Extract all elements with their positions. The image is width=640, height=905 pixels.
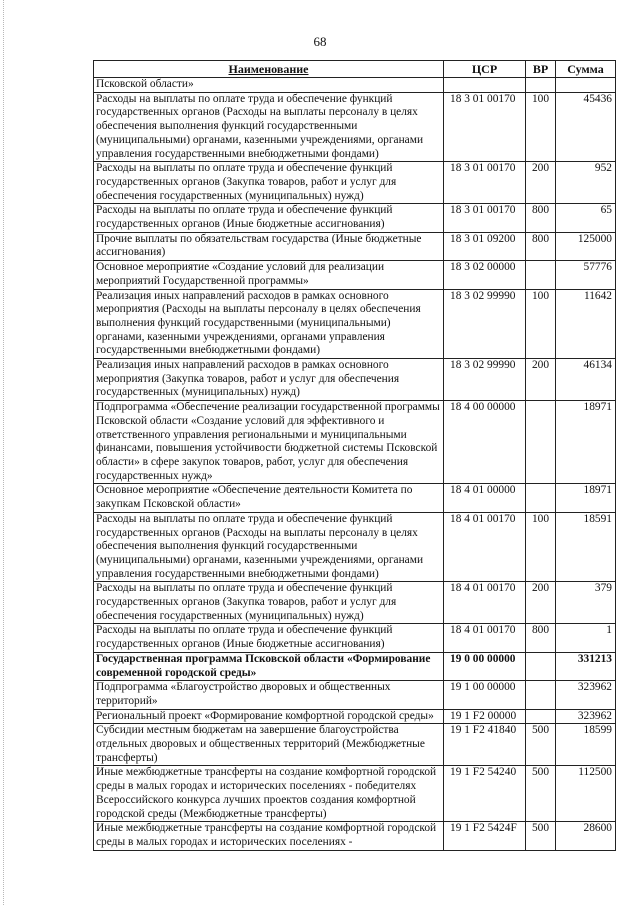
cell-vr: 200 bbox=[526, 359, 556, 401]
cell-vr: 200 bbox=[526, 582, 556, 624]
cell-sum: 379 bbox=[556, 582, 616, 624]
budget-table bbox=[93, 60, 616, 851]
cell-vr: 100 bbox=[526, 92, 556, 162]
table-row bbox=[94, 681, 616, 709]
cell-vr bbox=[526, 401, 556, 484]
cell-sum: 28600 bbox=[556, 822, 616, 850]
cell-name: Иные межбюджетные трансферты на создание комфортной городской среды в малых городах и исторических поселениях - победителях Всероссийского конкурса лучших проектов создания комфортной городской среды (Межбюджетные трансферты) bbox=[94, 766, 444, 822]
cell-vr bbox=[526, 709, 556, 724]
table-row bbox=[94, 232, 616, 260]
cell-vr: 100 bbox=[526, 289, 556, 359]
cell-name: Расходы на выплаты по оплате труда и обеспечение функций государственных органов (Расходы на выплаты персоналу в целях обеспечения выполнения функций государственными (муниципальными) органами, казенными учреждениями, органами управления государственными внебюджетными фондами) bbox=[94, 512, 444, 582]
cell-sum: 46134 bbox=[556, 359, 616, 401]
cell-vr: 200 bbox=[526, 162, 556, 204]
cell-vr: 100 bbox=[526, 512, 556, 582]
cell-sum: 57776 bbox=[556, 261, 616, 289]
cell-sum: 1 bbox=[556, 624, 616, 652]
header-name: Наименование bbox=[94, 61, 444, 78]
cell-name: Подпрограмма «Обеспечение реализации государственной программы Псковской области «Создание условий для эффективного и ответственного управления региональными и муниципальными финансами, повышения устойчивости бюджетной системы Псковской области» в сфере закупок товаров, работ, услуг для обеспечения государственных нужд» bbox=[94, 401, 444, 484]
cell-vr: 500 bbox=[526, 724, 556, 766]
table-row bbox=[94, 582, 616, 624]
table-row bbox=[94, 724, 616, 766]
budget-table-container bbox=[93, 60, 615, 851]
table-body bbox=[94, 78, 616, 851]
cell-vr bbox=[526, 484, 556, 512]
cell-name: Расходы на выплаты по оплате труда и обеспечение функций государственных органов (Расходы на выплаты персоналу в целях обеспечения выполнения функций государственными (муниципальными) органами, казенными учреждениями, органами управления государственными внебюджетными фондами) bbox=[94, 92, 444, 162]
cell-name: Расходы на выплаты по оплате труда и обеспечение функций государственных органов (Закупка товаров, работ и услуг для обеспечения государственных (муниципальных) нужд) bbox=[94, 162, 444, 204]
cell-csr: 19 0 00 00000 bbox=[444, 652, 526, 680]
table-row bbox=[94, 709, 616, 724]
cell-csr: 18 4 00 00000 bbox=[444, 401, 526, 484]
cell-sum: 952 bbox=[556, 162, 616, 204]
cell-sum: 18591 bbox=[556, 512, 616, 582]
table-row bbox=[94, 289, 616, 359]
cell-vr: 500 bbox=[526, 822, 556, 850]
cell-sum: 323962 bbox=[556, 681, 616, 709]
cell-sum: 18971 bbox=[556, 484, 616, 512]
cell-csr: 18 3 02 99990 bbox=[444, 359, 526, 401]
cell-name: Реализация иных направлений расходов в рамках основного мероприятия (Закупка товаров, работ и услуг для обеспечения государственных (муниципальных) нужд) bbox=[94, 359, 444, 401]
table-row bbox=[94, 484, 616, 512]
cell-csr: 18 4 01 00170 bbox=[444, 512, 526, 582]
cell-csr: 18 3 01 09200 bbox=[444, 232, 526, 260]
table-row bbox=[94, 359, 616, 401]
cell-sum: 45436 bbox=[556, 92, 616, 162]
cell-sum: 18599 bbox=[556, 724, 616, 766]
cell-csr: 18 3 01 00170 bbox=[444, 92, 526, 162]
cell-vr bbox=[526, 652, 556, 680]
cell-name: Основное мероприятие «Обеспечение деятельности Комитета по закупкам Псковской области» bbox=[94, 484, 444, 512]
cell-sum: 331213 bbox=[556, 652, 616, 680]
cell-name: Субсидии местным бюджетам на завершение благоустройства отдельных дворовых и общественных территорий (Межбюджетные трансферты) bbox=[94, 724, 444, 766]
cell-sum: 18971 bbox=[556, 401, 616, 484]
cell-sum: 65 bbox=[556, 204, 616, 232]
cell-vr bbox=[526, 681, 556, 709]
table-row bbox=[94, 624, 616, 652]
cell-csr: 18 4 01 00170 bbox=[444, 582, 526, 624]
cell-sum: 112500 bbox=[556, 766, 616, 822]
cell-name: Основное мероприятие «Создание условий для реализации мероприятий Государственной программы» bbox=[94, 261, 444, 289]
cell-csr: 19 1 F2 54240 bbox=[444, 766, 526, 822]
table-row bbox=[94, 204, 616, 232]
cell-name: Подпрограмма «Благоустройство дворовых и общественных территорий» bbox=[94, 681, 444, 709]
table-header-row bbox=[94, 61, 616, 78]
table-row bbox=[94, 92, 616, 162]
cell-sum: 125000 bbox=[556, 232, 616, 260]
cell-sum: 323962 bbox=[556, 709, 616, 724]
continuation-row bbox=[94, 78, 616, 93]
cell-name: Расходы на выплаты по оплате труда и обеспечение функций государственных органов (Иные бюджетные ассигнования) bbox=[94, 204, 444, 232]
table-row bbox=[94, 401, 616, 484]
cell-vr bbox=[526, 261, 556, 289]
cell-vr: 500 bbox=[526, 766, 556, 822]
cell-sum: 11642 bbox=[556, 289, 616, 359]
cell-csr: 19 1 F2 41840 bbox=[444, 724, 526, 766]
cell-name: Иные межбюджетные трансферты на создание комфортной городской среды в малых городах и исторических поселениях - bbox=[94, 822, 444, 850]
header-vr: ВР bbox=[526, 61, 556, 78]
cell-name: Расходы на выплаты по оплате труда и обеспечение функций государственных органов (Иные бюджетные ассигнования) bbox=[94, 624, 444, 652]
cell-csr: 18 3 02 99990 bbox=[444, 289, 526, 359]
cell-csr: 19 1 F2 5424F bbox=[444, 822, 526, 850]
table-row bbox=[94, 822, 616, 850]
cell-vr: 800 bbox=[526, 232, 556, 260]
cell-csr: 18 4 01 00000 bbox=[444, 484, 526, 512]
header-sum: Сумма bbox=[556, 61, 616, 78]
cell-name: Расходы на выплаты по оплате труда и обеспечение функций государственных органов (Закупка товаров, работ и услуг для обеспечения государственных (муниципальных) нужд) bbox=[94, 582, 444, 624]
cell-csr: 19 1 F2 00000 bbox=[444, 709, 526, 724]
continuation-text: Псковской области» bbox=[94, 78, 444, 93]
cell-vr: 800 bbox=[526, 204, 556, 232]
table-row bbox=[94, 512, 616, 582]
cell-name: Прочие выплаты по обязательствам государства (Иные бюджетные ассигнования) bbox=[94, 232, 444, 260]
cell-csr: 18 3 02 00000 bbox=[444, 261, 526, 289]
table-row bbox=[94, 261, 616, 289]
cell-csr: 18 3 01 00170 bbox=[444, 162, 526, 204]
header-csr: ЦСР bbox=[444, 61, 526, 78]
cell-csr: 18 4 01 00170 bbox=[444, 624, 526, 652]
scan-edge-line bbox=[3, 0, 4, 905]
page-number: 68 bbox=[313, 34, 327, 49]
table-row bbox=[94, 652, 616, 680]
cell-name: Государственная программа Псковской области «Формирование современной городской среды» bbox=[94, 652, 444, 680]
cell-name: Региональный проект «Формирование комфортной городской среды» bbox=[94, 709, 444, 724]
cell-csr: 18 3 01 00170 bbox=[444, 204, 526, 232]
table-row bbox=[94, 766, 616, 822]
cell-vr: 800 bbox=[526, 624, 556, 652]
table-row bbox=[94, 162, 616, 204]
cell-name: Реализация иных направлений расходов в рамках основного мероприятия (Расходы на выплаты персоналу в целях обеспечения выполнения функций государственными (муниципальными) органами, казенными учреждениями, органами управления государственными внебюджетными фондами) bbox=[94, 289, 444, 359]
cell-csr: 19 1 00 00000 bbox=[444, 681, 526, 709]
